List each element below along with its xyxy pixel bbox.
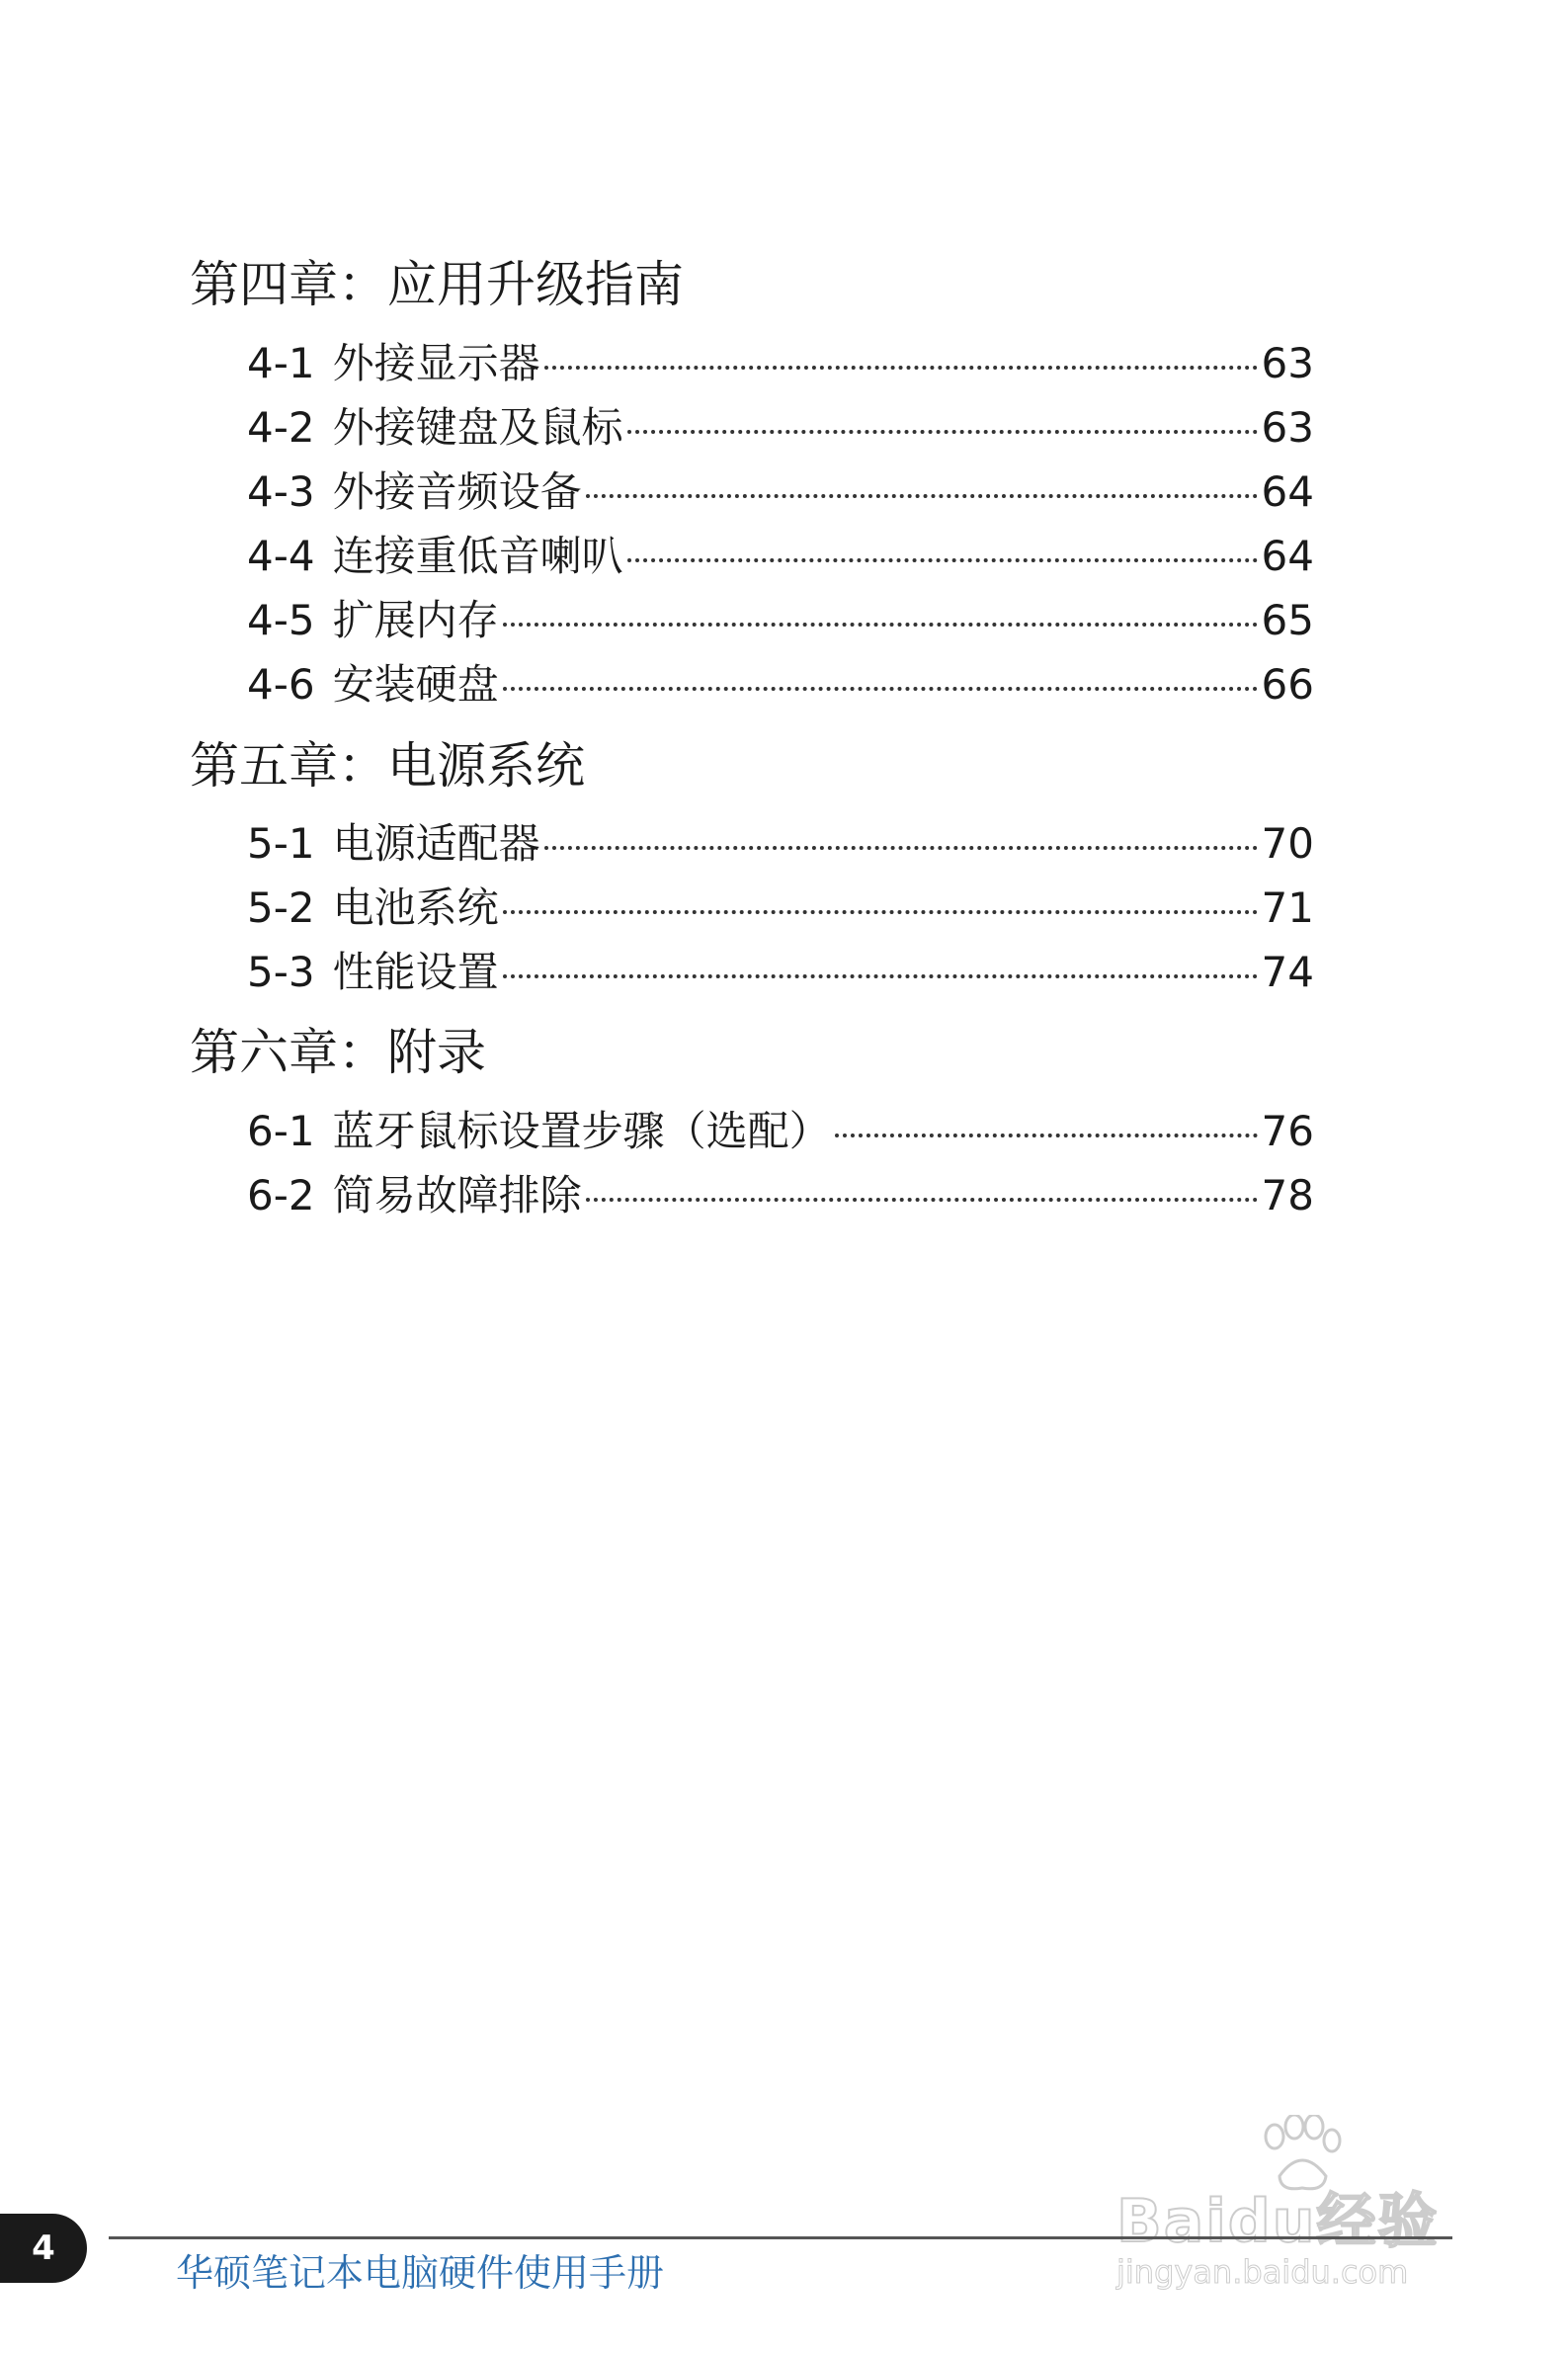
entry-label: 电源适配器 <box>332 819 540 868</box>
chapter-6-title: 第六章：附录 <box>190 1024 486 1081</box>
entry-number: 4-2 <box>247 403 315 452</box>
entry-number: 4-4 <box>247 532 315 580</box>
toc-entry-4-6[interactable] <box>247 657 1314 713</box>
entry-label: 外接显示器 <box>332 339 540 387</box>
watermark-logo: Baidu经验 <box>1116 2187 1440 2256</box>
dot-leader <box>503 910 1258 914</box>
dot-leader <box>503 623 1258 627</box>
watermark-url: jingyan.baidu.com <box>1116 2253 1409 2291</box>
dot-leader <box>627 558 1258 562</box>
entry-page: 78 <box>1261 1171 1314 1219</box>
dot-leader <box>586 1198 1258 1202</box>
dot-leader <box>835 1134 1258 1137</box>
chapter-5-title: 第五章：电源系统 <box>190 737 585 795</box>
footer-divider <box>109 2236 1452 2239</box>
entry-number: 4-3 <box>247 467 315 516</box>
entry-label: 电池系统 <box>332 883 499 932</box>
entry-label: 外接音频设备 <box>332 467 582 516</box>
entry-number: 5-2 <box>247 883 315 932</box>
toc-entry-4-4[interactable] <box>247 529 1314 584</box>
entry-label: 扩展内存 <box>332 596 499 644</box>
page-number-badge: 4 <box>0 2214 87 2283</box>
entry-number: 4-5 <box>247 596 315 644</box>
dot-leader <box>627 430 1258 434</box>
entry-label: 蓝牙鼠标设置步骤（选配） <box>332 1107 831 1155</box>
toc-entry-5-2[interactable] <box>247 881 1314 936</box>
entry-page: 76 <box>1261 1107 1314 1155</box>
footer-manual-title: 华硕笔记本电脑硬件使用手册 <box>176 2251 665 2295</box>
dot-leader <box>503 687 1258 691</box>
entry-number: 6-1 <box>247 1107 315 1155</box>
entry-number: 6-2 <box>247 1171 315 1219</box>
dot-leader <box>544 366 1258 370</box>
entry-page: 70 <box>1261 819 1314 868</box>
chapter-4-title: 第四章：应用升级指南 <box>190 256 684 313</box>
entry-number: 5-1 <box>247 819 315 868</box>
entry-page: 64 <box>1261 532 1314 580</box>
entry-page: 71 <box>1261 883 1314 932</box>
entry-page: 74 <box>1261 948 1314 996</box>
entry-label: 安装硬盘 <box>332 660 499 709</box>
entry-label: 外接键盘及鼠标 <box>332 403 623 452</box>
toc-entry-4-1[interactable] <box>247 336 1314 391</box>
toc-entry-4-2[interactable] <box>247 400 1314 456</box>
toc-entry-5-1[interactable] <box>247 816 1314 872</box>
dot-leader <box>503 974 1258 978</box>
baidu-jingyan-watermark <box>1107 2115 1502 2303</box>
toc-entry-4-5[interactable] <box>247 593 1314 648</box>
entry-number: 4-1 <box>247 339 315 387</box>
entry-label: 性能设置 <box>332 948 499 996</box>
entry-page: 64 <box>1261 467 1314 516</box>
entry-number: 5-3 <box>247 948 315 996</box>
toc-entry-4-3[interactable] <box>247 464 1314 520</box>
entry-page: 65 <box>1261 596 1314 644</box>
toc-entry-6-1[interactable] <box>247 1104 1314 1159</box>
entry-number: 4-6 <box>247 660 315 709</box>
entry-label: 简易故障排除 <box>332 1171 582 1219</box>
entry-page: 63 <box>1261 403 1314 452</box>
toc-entry-5-3[interactable] <box>247 945 1314 1000</box>
dot-leader <box>586 494 1258 498</box>
entry-page: 66 <box>1261 660 1314 709</box>
dot-leader <box>544 846 1258 850</box>
entry-label: 连接重低音喇叭 <box>332 532 623 580</box>
entry-page: 63 <box>1261 339 1314 387</box>
toc-entry-6-2[interactable] <box>247 1168 1314 1223</box>
